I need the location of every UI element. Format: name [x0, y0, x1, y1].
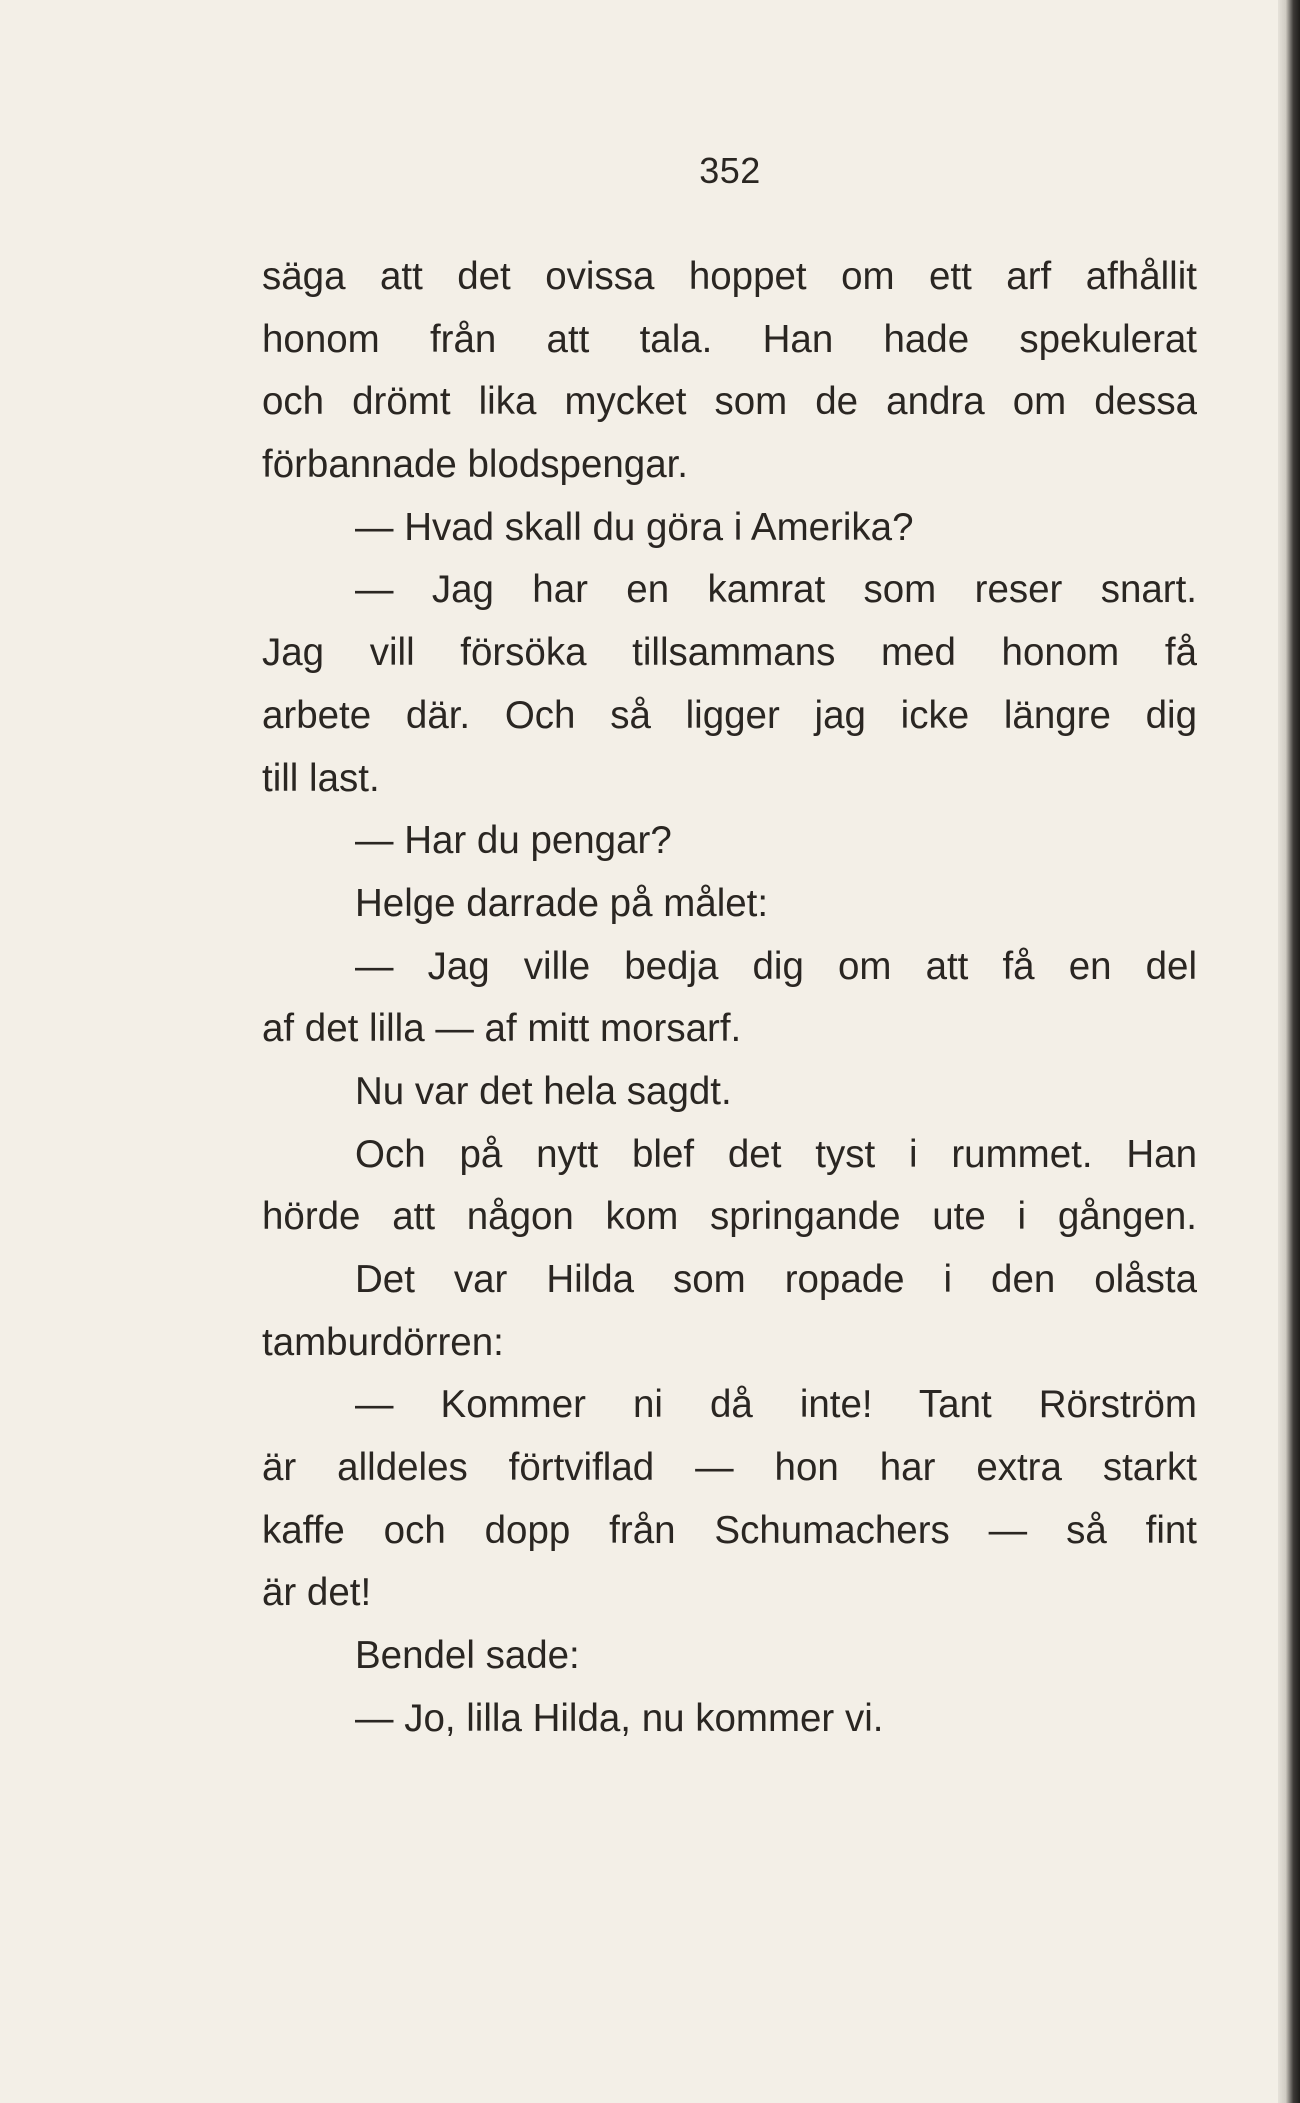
text-line: till last.	[262, 756, 380, 800]
text-line: är det!	[262, 1571, 372, 1615]
text-line: hörde att någon kom springande ute i gången.	[262, 1195, 1197, 1239]
text-line: honom från att tala. Han hade spekulerat	[262, 317, 1197, 361]
body-text	[262, 246, 1197, 1751]
text-line: Helge darrade på målet:	[355, 881, 769, 925]
text-line: kaffe och dopp från Schumachers — så fint	[262, 1508, 1197, 1552]
text-line: arbete där. Och så ligger jag icke längre dig	[262, 693, 1197, 737]
text-line: — Hvad skall du göra i Amerika?	[355, 505, 914, 549]
text-line: Bendel sade:	[355, 1634, 580, 1678]
text-line: Det var Hilda som ropade i den olåsta	[355, 1258, 1197, 1301]
text-line: är alldeles förtviflad — hon har extra starkt	[262, 1446, 1197, 1490]
text-line: förbannade blodspengar.	[262, 443, 689, 487]
text-line: tamburdörren:	[262, 1320, 504, 1364]
text-line: — Jag ville bedja dig om att få en del	[355, 944, 1197, 988]
text-line: säga att det ovissa hoppet om ett arf afhållit	[262, 255, 1197, 298]
text-line: Nu var det hela sagdt.	[355, 1069, 732, 1113]
text-line: — Jo, lilla Hilda, nu kommer vi.	[355, 1696, 884, 1740]
book-spine-shadow	[1278, 0, 1300, 2103]
text-line: Och på nytt blef det tyst i rummet. Han	[355, 1132, 1197, 1176]
page-number: 352	[699, 150, 761, 191]
text-line: — Jag har en kamrat som reser snart.	[355, 568, 1197, 612]
text-line: — Kommer ni då inte! Tant Rörström	[355, 1383, 1197, 1427]
text-line: — Har du pengar?	[355, 819, 672, 863]
text-line: och drömt lika mycket som de andra om dessa	[262, 380, 1197, 424]
text-line: Jag vill försöka tillsammans med honom få	[262, 631, 1197, 675]
text-line: af det lilla — af mitt morsarf.	[262, 1007, 742, 1051]
